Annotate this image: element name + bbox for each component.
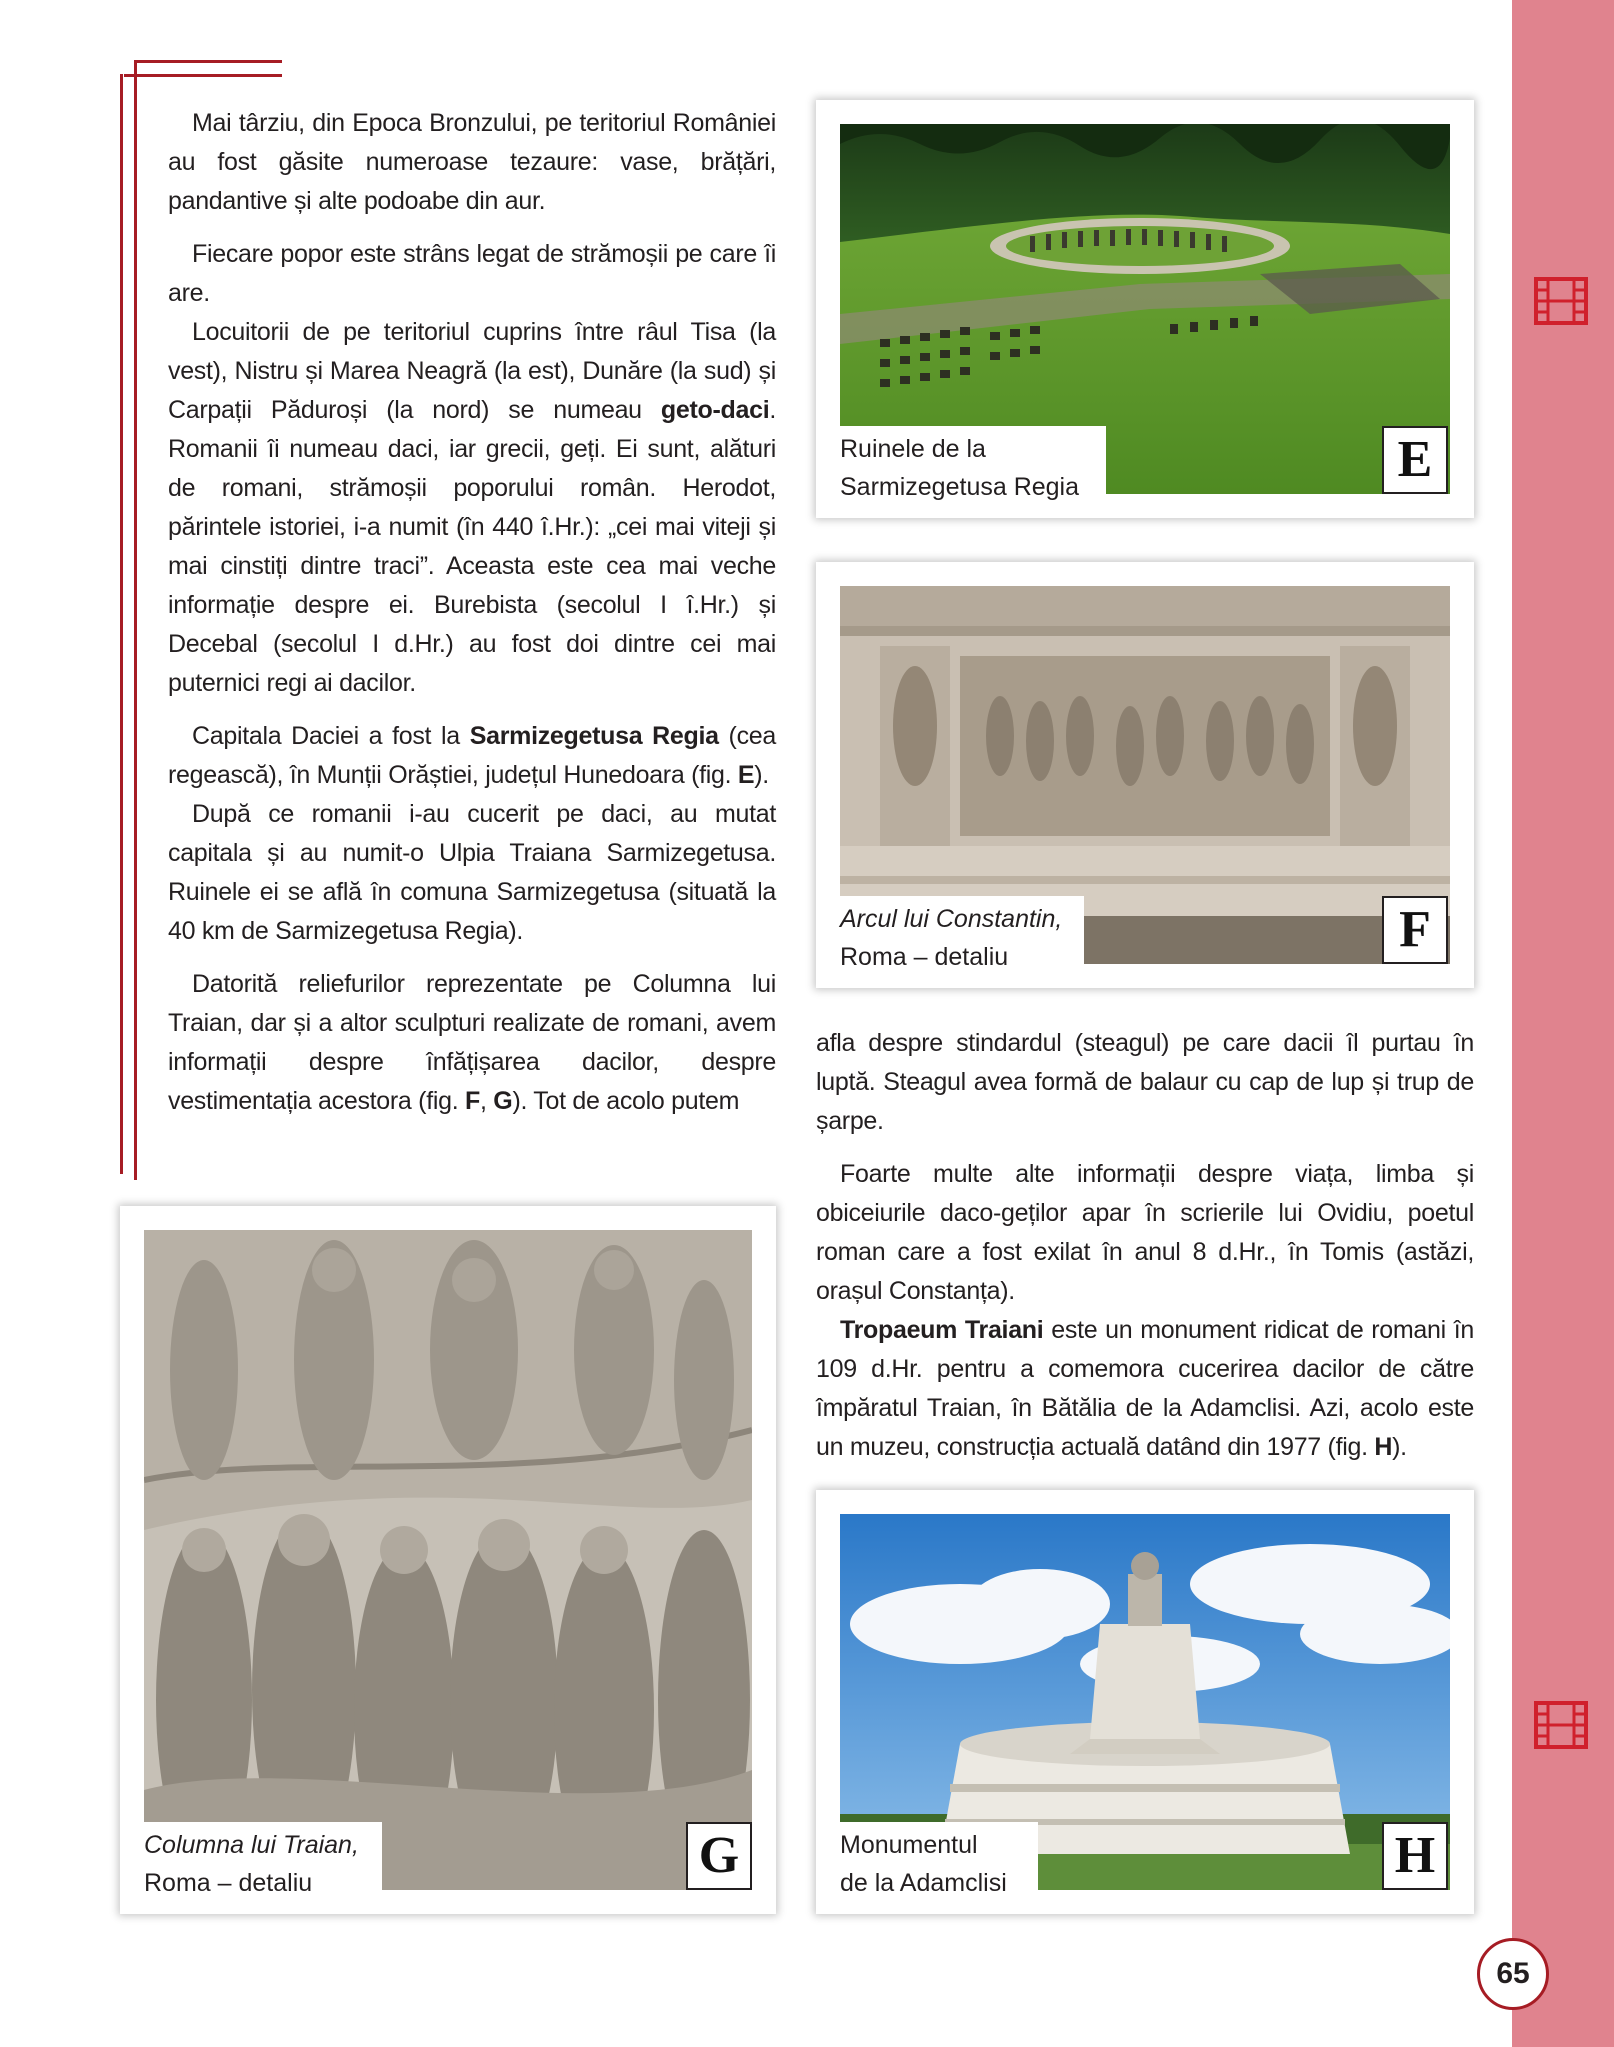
paragraph: Capitala Daciei a fost la Sarmizegetusa Regia (cea regească), în Munții Orăștiei, județul Hunedoara (fig. E). (168, 722, 776, 789)
paragraph: Mai târziu, din Epoca Bronzului, pe teritoriul României au fost găsite numeroase tezaure: vase, brățări, pandantive și alte podoabe din aur. (168, 109, 776, 215)
paragraph: Fiecare popor este strâns legat de strămoșii pe care îi are. (168, 240, 776, 307)
paragraph: Datorită reliefurilor reprezentate pe Columna lui Traian, dar și a altor sculpturi realizate de romani, avem informații despre înfățișarea dacilor, despre vestimentația acestora (fig. F, G). Tot de acolo putem (168, 970, 776, 1115)
fig-ref-e: E (737, 761, 755, 789)
figure-g-card (120, 1206, 776, 1914)
figure-e-letter: E (1382, 426, 1448, 494)
fig-ref-f: F (465, 1087, 480, 1115)
term-sarmizegetusa-regia: Sarmizegetusa Regia (469, 722, 719, 750)
figure-f-caption: Arcul lui Constantin, Roma – detaliu (816, 896, 1084, 988)
figure-g-caption: Columna lui Traian, Roma – detaliu (120, 1822, 382, 1914)
figure-h-caption: Monumentul de la Adamclisi (816, 1822, 1038, 1914)
paragraph: Foarte multe alte informații despre viața, limba și obiceiurile daco-geților apar în scrierile lui Ovidiu, poetul roman care a fost exilat în anul 8 d.Hr., în Tomis (astăzi, orașul Constanța). (816, 1160, 1474, 1305)
fig-ref-g: G (493, 1087, 513, 1115)
right-text-column (816, 1024, 1474, 1467)
paragraph: Locuitorii de pe teritoriul cuprins între râul Tisa (la vest), Nistru și Marea Neagră (la est), Dunăre (la sud) și Carpații Păduroși (la nord) se numeau geto-daci. Romanii îi numeau daci, iar grecii, geți. Ei sunt, alături de romani, strămoșii poporului român. Herodot, părintele istoriei, i-a numit (în 440 î.Hr.): „cei mai viteji și mai cinstiți dintre traci”. Aceasta este cea mai veche informație despre ei. Burebista (secolul I î.Hr.) și Decebal (secolul I d.Hr.) au fost doi dintre cei mai puternici regi ai dacilor. (168, 318, 776, 697)
paragraph: După ce romanii i-au cucerit pe daci, au mutat capitala și au numit-o Ulpia Traiana Sarmizegetusa. Ruinele ei se află în comuna Sarmizegetusa (situată la 40 km de Sarmizegetusa Regia). (168, 800, 776, 945)
figure-f-card (816, 562, 1474, 988)
term-geto-daci: geto-daci (660, 396, 770, 424)
decor-line-top (134, 60, 282, 63)
figure-e-caption: Ruinele de la Sarmizegetusa Regia (816, 426, 1106, 518)
figure-f-letter: F (1382, 896, 1448, 964)
term-tropaeum-traiani: Tropaeum Traiani (840, 1316, 1044, 1344)
paragraph: afla despre stindardul (steagul) pe care dacii îl purtau în luptă. Steagul avea formă de balaur cu cap de lup și trup de șarpe. (816, 1029, 1474, 1135)
paragraph: Tropaeum Traiani este un monument ridicat de romani în 109 d.Hr. pentru a comemora cucerirea dacilor de către împăratul Traian, în Bătălia de la Adamclisi. Azi, acolo este un muzeu, construcția actuală datând din 1977 (fig. H). (816, 1316, 1474, 1461)
decor-line-top-2 (124, 74, 282, 77)
page-number: 65 (1477, 1938, 1549, 2010)
film-strip-icon[interactable] (1533, 276, 1589, 326)
decor-line-vertical-2 (120, 74, 123, 1174)
left-text-column (168, 104, 776, 1121)
figure-h-letter: H (1382, 1822, 1448, 1890)
fig-ref-h: H (1374, 1433, 1393, 1461)
film-strip-icon[interactable] (1533, 1700, 1589, 1750)
decor-line-vertical (134, 60, 137, 1180)
figure-g-photo (144, 1230, 752, 1890)
figure-e-card (816, 100, 1474, 518)
figure-g-letter: G (686, 1822, 752, 1890)
figure-h-card (816, 1490, 1474, 1914)
